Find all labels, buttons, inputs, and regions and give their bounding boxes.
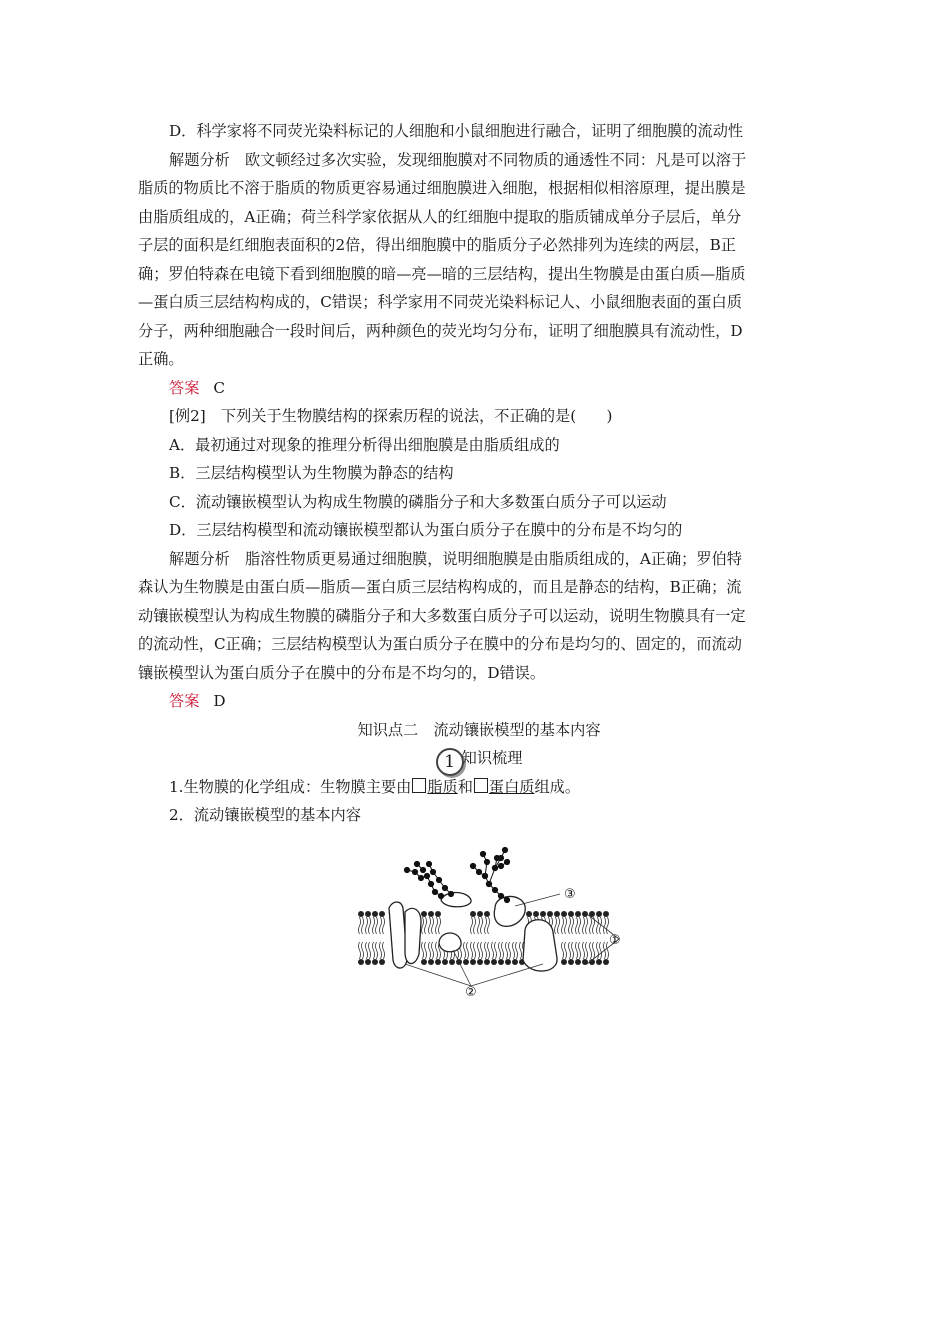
option-B: B．三层结构模型认为生物膜为静态的结构 (169, 464, 454, 482)
paragraph-line: 确；罗伯特森在电镜下看到细胞膜的暗—亮—暗的三层结构，提出生物膜是由蛋白质—脂质 (138, 264, 746, 283)
item-1-suffix: 组成。 (534, 777, 580, 796)
answer-line (138, 374, 820, 403)
answer-label: 答案 (169, 692, 200, 710)
answer-label: 答案 (169, 378, 200, 397)
example-question: [例2] 下列关于生物膜结构的探索历程的说法，不正确的是( ) (169, 407, 613, 425)
paragraph-line: 由脂质组成的，A正确；荷兰科学家依据从人的红细胞中提取的脂质铺成单分子层后，单分 (138, 207, 742, 226)
option-C: C．流动镶嵌模型认为构成生物膜的磷脂分子和大多数蛋白质分子可以运动 (169, 492, 667, 511)
section-title: 知识点二 流动镶嵌模型的基本内容 (357, 720, 601, 739)
paragraph-line: 正确。 (138, 350, 184, 368)
option-D: D．三层结构模型和流动镶嵌模型都认为蛋白质分子在膜中的分布是不均匀的 (169, 521, 683, 539)
paragraph-line: 分子，两种细胞融合一段时间后，两种颜色的荧光均匀分布，证明了细胞膜具有流动性，D (138, 321, 743, 340)
item-1-prefix: 1.生物膜的化学组成：生物膜主要由 (169, 777, 412, 796)
answer-value: D (213, 692, 226, 710)
answer-blank-protein: 蛋白质 (488, 777, 535, 796)
number-badge: 1 (436, 748, 464, 776)
label-3: ③ (564, 887, 576, 902)
analysis-line: 动镶嵌模型认为构成生物膜的磷脂分子和大多数蛋白质分子可以运动，说明生物膜具有一定 (138, 606, 746, 625)
option-A: A．最初通过对现象的推理分析得出细胞膜是由脂质组成的 (169, 435, 560, 454)
label-2: ② (465, 985, 477, 1000)
embedded-protein (439, 933, 461, 952)
answer-line (138, 687, 820, 716)
peripheral-protein (441, 893, 471, 907)
analysis-line: 的流动性，C正确；三层结构模型认为蛋白质分子在膜中的分布是均匀的、固定的，而流动 (138, 635, 742, 653)
transmembrane-protein (405, 908, 421, 963)
transmembrane-protein (523, 920, 557, 971)
blank-box (474, 778, 488, 793)
analysis-line: 镶嵌模型认为蛋白质分子在膜中的分布是不均匀的，D错误。 (138, 663, 546, 682)
paragraph-line: 脂质的物质比不溶于脂质的物质更容易通过细胞膜进入细胞，根据相似相溶原理，提出膜是 (138, 179, 746, 197)
paragraph-line: D．科学家将不同荧光染料标记的人细胞和小鼠细胞进行融合，证明了细胞膜的流动性 (169, 122, 744, 140)
text-block (138, 117, 820, 830)
label-1: ① (609, 933, 621, 948)
paragraph-line: 子层的面积是红细胞表面积的2倍，得出细胞膜中的脂质分子必然排列为连续的两层，B正 (138, 236, 736, 254)
blank-box (412, 778, 426, 793)
paragraph-line: —蛋白质三层结构构成的，C错误；科学家用不同荧光染料标记人、小鼠细胞表面的蛋白质 (138, 293, 742, 311)
transmembrane-protein (389, 902, 407, 968)
fluid-mosaic-membrane-diagram (355, 836, 635, 1006)
item-2: 2．流动镶嵌模型的基本内容 (169, 806, 361, 824)
paragraph-line: 解题分析 欧文顿经过多次实验，发现细胞膜对不同物质的通透性不同：凡是可以溶于 (169, 150, 747, 169)
item-1-mid: 和 (457, 777, 473, 796)
knowledge-heading (138, 744, 820, 773)
item-1 (138, 773, 820, 802)
answer-blank-lipid: 脂质 (427, 777, 458, 796)
answer-value: C (213, 378, 225, 397)
analysis-line: 森认为生物膜是由蛋白质—脂质—蛋白质三层结构构成的，而且是静态的结构，B正确；流 (138, 578, 742, 596)
analysis-line: 解题分析 脂溶性物质更易通过细胞膜，说明细胞膜是由脂质组成的，A正确；罗伯特 (169, 549, 742, 568)
knowledge-title: 知识梳理 (461, 749, 523, 767)
